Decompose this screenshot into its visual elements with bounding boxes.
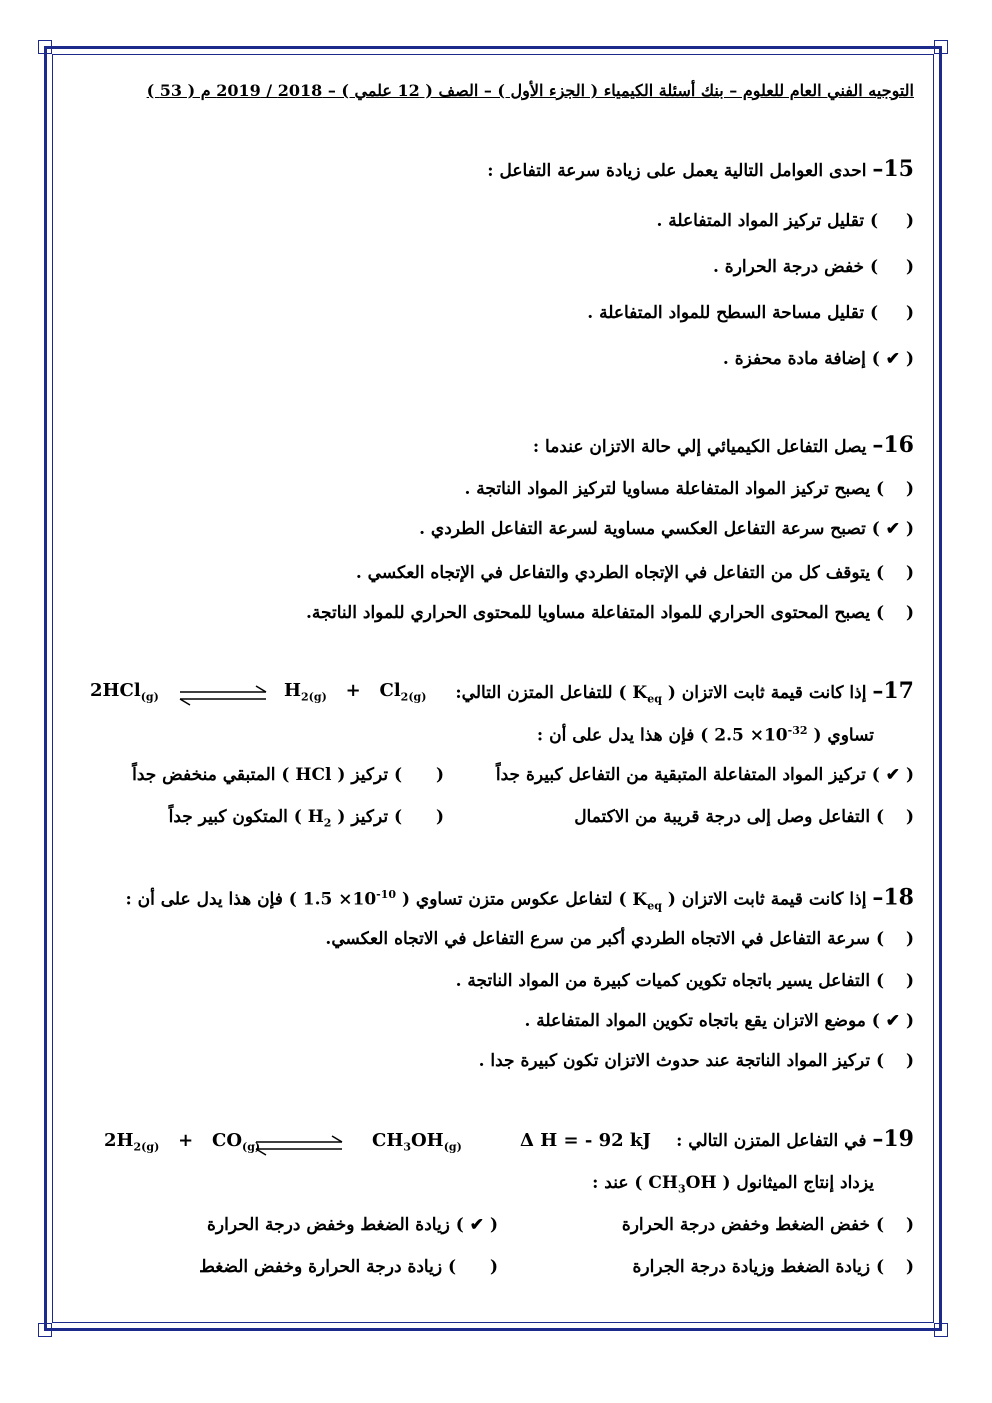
page-header: التوجيه الفني العام للعلوم – بنك أسئلة الكيمياء ( الجزء الأول ) – الصف ( 12 علمي ) – 2018 / 2019 م ( 53 ) xyxy=(146,81,914,100)
q18-option-4[interactable]: ( ) تركيز المواد الناتجة عند حدوث الاتزان تكون كبيرة جدا . xyxy=(478,1051,914,1071)
question-number: 18– xyxy=(872,884,914,911)
question-number: 16– xyxy=(872,432,914,458)
q16-option-2[interactable]: ( ✔ ) تصبح سرعة التفاعل العكسي مساوية لسرعة التفاعل الطردي . xyxy=(419,519,914,539)
q15-option-2[interactable]: ( ) خفض درجة الحرارة . xyxy=(712,257,914,277)
q19-reaction-reactants: $2H_{2(g)}$ + $CO_{(g)}$ xyxy=(104,1130,261,1154)
q18-option-3[interactable]: ( ✔ ) موضع الاتزان يقع باتجاه تكوين المواد المتفاعلة . xyxy=(524,1011,914,1031)
q19-reaction-product: $CH_3OH_{(g)}$ xyxy=(372,1130,462,1154)
question-number: 17– xyxy=(872,678,914,704)
equilibrium-arrow-icon xyxy=(176,684,272,706)
check-mark-icon: ✔ xyxy=(885,765,901,785)
q19-option-4[interactable]: ( ) زيادة درجة الحرارة وخفض الضغط xyxy=(199,1257,498,1277)
q15-option-1[interactable]: ( ) تقليل تركيز المواد المتفاعلة . xyxy=(656,211,914,231)
q15-option-4[interactable]: ( ✔ ) إضافة مادة محفزة . xyxy=(722,349,914,369)
q16-option-3[interactable]: ( ) يتوقف كل من التفاعل في الإتجاه الطردي والتفاعل في الإتجاه العكسي . xyxy=(355,563,914,583)
border-corner xyxy=(38,40,52,54)
q17-option-4[interactable]: ( ) تركيز ( $H_2$ ) المتكون كبير جداً xyxy=(168,807,444,830)
q18-option-1[interactable]: ( ) سرعة التفاعل في الاتجاه الطردي أكبر من سرع التفاعل في الاتجاه العكسي. xyxy=(325,929,914,949)
question-18-stem: 18– إذا كانت قيمة ثابت الاتزان ( $K_{eq}$ ) لتفاعل عكوس متزن تساوي ( $1.5 \times 10^{-10}$ ) فإن هذا يدل على أن : xyxy=(125,884,914,913)
q16-option-4[interactable]: ( ) يصبح المحتوى الحراري للمواد المتفاعلة مساويا للمحتوى الحراري للمواد الناتجة. xyxy=(306,603,914,623)
q17-option-1[interactable]: ( ✔ ) تركيز المواد المتفاعلة المتبقية من التفاعل كبيرة جداً xyxy=(495,765,914,785)
question-19-stem: 19– في التفاعل المتزن التالي : xyxy=(676,1126,914,1152)
question-number: 15– xyxy=(872,156,914,182)
q17-stem-line-2: تساوي ( $2.5 \times 10^{-32}$ ) فإن هذا يدل على أن : xyxy=(536,724,874,746)
question-15-stem: 15– احدى العوامل التالية يعمل على زيادة سرعة التفاعل : xyxy=(487,156,914,182)
q19-stem-line-2: يزداد إنتاج الميثانول ( $CH_3OH$ ) عند : xyxy=(592,1173,874,1196)
border-corner xyxy=(934,1323,948,1337)
q19-option-2[interactable]: ( ✔ ) زيادة الضغط وخفض درجة الحرارة xyxy=(206,1215,498,1235)
equilibrium-arrow-icon xyxy=(252,1134,348,1156)
question-17-stem: 17– إذا كانت قيمة ثابت الاتزان ( $K_{eq}$ ) للتفاعل المتزن التالي: xyxy=(455,678,914,706)
q19-option-3[interactable]: ( ) زيادة الضغط وزيادة درجة الجرارة xyxy=(632,1257,914,1277)
check-mark-icon: ✔ xyxy=(885,1011,901,1031)
q17-reaction-equation: 2HCl$_{(g)}$ xyxy=(90,680,159,704)
q15-option-3[interactable]: ( ) تقليل مساحة السطح للمواد المتفاعلة . xyxy=(587,303,914,323)
border-corner xyxy=(934,40,948,54)
q17-reaction-products: $H_{2(g)}$ + $Cl_{2(g)}$ xyxy=(284,680,427,704)
check-mark-icon: ✔ xyxy=(469,1215,485,1235)
q19-enthalpy: Δ H = - 92 kJ xyxy=(520,1130,651,1151)
q18-option-2[interactable]: ( ) التفاعل يسير باتجاه تكوين كميات كبيرة من المواد الناتجة . xyxy=(455,971,914,991)
border-corner xyxy=(38,1323,52,1337)
check-mark-icon: ✔ xyxy=(885,519,901,539)
q17-option-3[interactable]: ( ) التفاعل وصل إلى درجة قريبة من الاكتمال xyxy=(574,807,914,827)
q17-option-2[interactable]: ( ) تركيز ( HCl ) المتبقي منخفض جداً xyxy=(132,765,444,785)
question-number: 19– xyxy=(872,1126,914,1152)
q16-option-1[interactable]: ( ) يصبح تركيز المواد المتفاعلة مساويا لتركيز المواد الناتجة . xyxy=(464,479,914,499)
question-16-stem: 16– يصل التفاعل الكيميائي إلي حالة الاتزان عندما : xyxy=(532,432,914,458)
check-mark-icon: ✔ xyxy=(885,349,901,369)
q19-option-1[interactable]: ( ) خفض الضغط وخفض درجة الحرارة xyxy=(621,1215,914,1235)
